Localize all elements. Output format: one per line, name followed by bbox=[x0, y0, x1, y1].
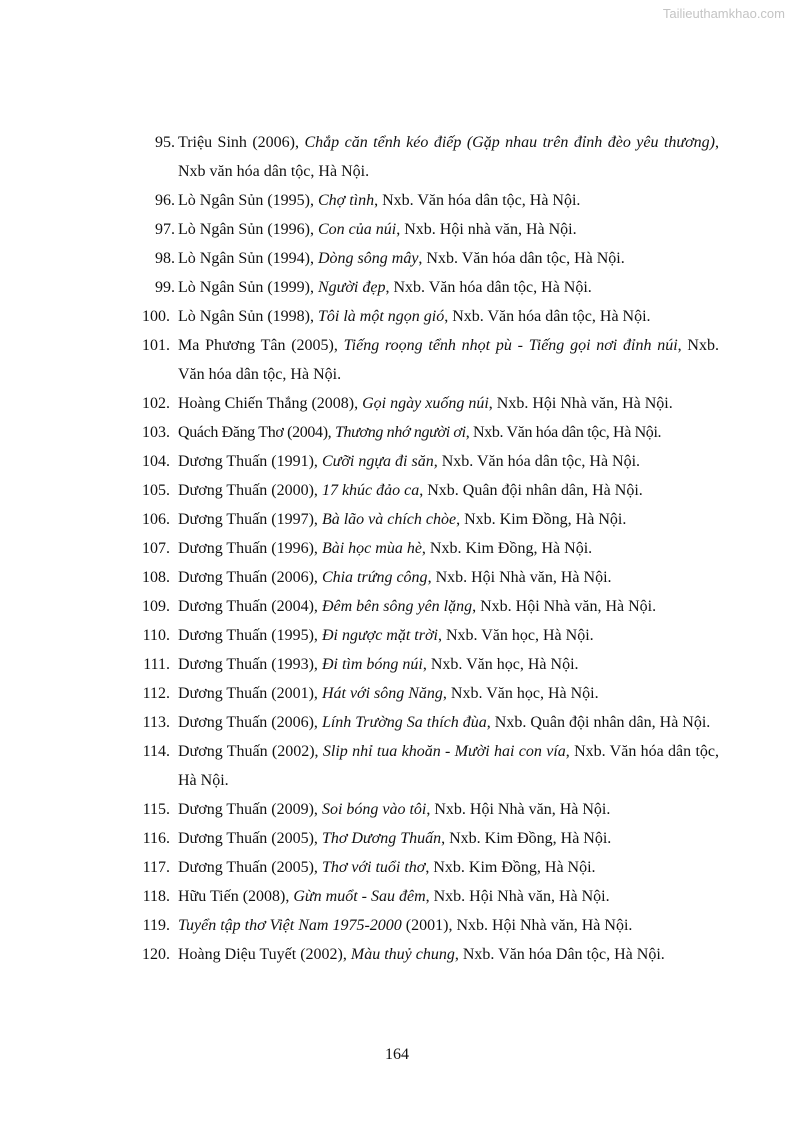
reference-number: 119. bbox=[142, 917, 170, 934]
reference-text: Dương Thuấn (1996), Bài học mùa hè, Nxb. Kim Đồng, Hà Nội. bbox=[178, 540, 593, 557]
reference-number: 100. bbox=[142, 308, 170, 325]
reference-number: 120. bbox=[142, 946, 170, 963]
reference-item bbox=[0, 940, 794, 969]
reference-number: 99. bbox=[155, 279, 175, 296]
reference-number: 111. bbox=[143, 656, 170, 673]
reference-number: 118. bbox=[142, 888, 170, 905]
reference-item bbox=[0, 708, 794, 737]
reference-item bbox=[0, 418, 794, 447]
reference-item bbox=[0, 621, 794, 650]
reference-number: 105. bbox=[142, 482, 170, 499]
reference-number: 96. bbox=[155, 192, 175, 209]
reference-text: Lò Ngân Sủn (1996), Con của núi, Nxb. Hội nhà văn, Hà Nội. bbox=[178, 221, 577, 238]
reference-number: 113. bbox=[142, 714, 170, 731]
reference-item bbox=[0, 534, 794, 563]
reference-text: Ma Phương Tân (2005), Tiếng roọng tểnh nhọt pù - Tiếng gọi nơi đỉnh núi, Nxb. Văn hóa dân tộc, Hà Nội. bbox=[178, 337, 719, 383]
reference-text: Lò Ngân Sủn (1995), Chợ tình, Nxb. Văn hóa dân tộc, Hà Nội. bbox=[178, 192, 581, 209]
reference-item bbox=[0, 795, 794, 824]
reference-text: Triệu Sinh (2006), Chắp căn tểnh kéo điếp (Gặp nhau trên đỉnh đèo yêu thương), Nxb văn hóa dân tộc, Hà Nội. bbox=[178, 134, 720, 180]
reference-number: 115. bbox=[142, 801, 170, 818]
reference-number: 106. bbox=[142, 511, 170, 528]
reference-item bbox=[0, 882, 794, 911]
reference-item bbox=[0, 505, 794, 534]
reference-number: 103. bbox=[142, 424, 170, 441]
reference-item bbox=[0, 911, 794, 940]
reference-number: 104. bbox=[142, 453, 170, 470]
reference-text: Dương Thuấn (2001), Hát với sông Năng, Nxb. Văn học, Hà Nội. bbox=[178, 685, 599, 702]
reference-item bbox=[0, 273, 794, 302]
reference-text: Dương Thuấn (2005), Thơ Dương Thuấn, Nxb. Kim Đồng, Hà Nội. bbox=[178, 830, 612, 847]
reference-list bbox=[0, 128, 794, 969]
reference-number: 117. bbox=[142, 859, 170, 876]
reference-item bbox=[0, 215, 794, 244]
reference-number: 108. bbox=[142, 569, 170, 586]
reference-item bbox=[0, 302, 794, 331]
reference-number: 114. bbox=[142, 743, 170, 760]
watermark: Tailieuthamkhao.com bbox=[662, 6, 785, 21]
reference-text: Lò Ngân Sủn (1999), Người đẹp, Nxb. Văn hóa dân tộc, Hà Nội. bbox=[178, 279, 592, 296]
reference-item bbox=[0, 128, 794, 186]
reference-item bbox=[0, 389, 794, 418]
reference-number: 98. bbox=[155, 250, 175, 267]
reference-number: 110. bbox=[142, 627, 170, 644]
reference-item bbox=[0, 824, 794, 853]
reference-text: Dương Thuấn (2002), Slip nhỉ tua khoăn - Mười hai con vía, Nxb. Văn hóa dân tộc, Hà Nội. bbox=[178, 743, 720, 789]
reference-text: Dương Thuấn (2006), Lính Trường Sa thích đùa, Nxb. Quân đội nhân dân, Hà Nội. bbox=[178, 714, 711, 731]
reference-text: Dương Thuấn (2006), Chia trứng công, Nxb. Hội Nhà văn, Hà Nội. bbox=[178, 569, 612, 586]
reference-item bbox=[0, 563, 794, 592]
reference-text: Dương Thuấn (1995), Đi ngược mặt trời, Nxb. Văn học, Hà Nội. bbox=[178, 627, 594, 644]
reference-item bbox=[0, 737, 794, 795]
reference-text: Dương Thuấn (1991), Cưỡi ngựa đi săn, Nxb. Văn hóa dân tộc, Hà Nội. bbox=[178, 453, 641, 470]
reference-text: Dương Thuấn (2005), Thơ với tuổi thơ, Nxb. Kim Đồng, Hà Nội. bbox=[178, 859, 596, 876]
reference-number: 116. bbox=[142, 830, 170, 847]
reference-number: 107. bbox=[142, 540, 170, 557]
reference-item bbox=[0, 331, 794, 389]
reference-text: Lò Ngân Sủn (1998), Tôi là một ngọn gió, Nxb. Văn hóa dân tộc, Hà Nội. bbox=[178, 308, 651, 325]
reference-item bbox=[0, 244, 794, 273]
reference-text: Hoàng Chiến Thắng (2008), Gọi ngày xuống núi, Nxb. Hội Nhà văn, Hà Nội. bbox=[178, 395, 673, 412]
reference-text: Dương Thuấn (1997), Bà lão và chích chòe, Nxb. Kim Đồng, Hà Nội. bbox=[178, 511, 627, 528]
reference-text: Lò Ngân Sủn (1994), Dòng sông mây, Nxb. Văn hóa dân tộc, Hà Nội. bbox=[178, 250, 625, 267]
reference-item bbox=[0, 186, 794, 215]
reference-number: 97. bbox=[155, 221, 175, 238]
reference-item bbox=[0, 447, 794, 476]
reference-text: Dương Thuấn (2000), 17 khúc đảo ca, Nxb. Quân đội nhân dân, Hà Nội. bbox=[178, 482, 643, 499]
reference-item bbox=[0, 853, 794, 882]
reference-text: Hoàng Diệu Tuyết (2002), Màu thuỷ chung, Nxb. Văn hóa Dân tộc, Hà Nội. bbox=[178, 946, 665, 963]
reference-text: Dương Thuấn (1993), Đi tìm bóng núi, Nxb. Văn học, Hà Nội. bbox=[178, 656, 579, 673]
reference-text: Dương Thuấn (2004), Đêm bên sông yên lặng, Nxb. Hội Nhà văn, Hà Nội. bbox=[178, 598, 657, 615]
reference-item bbox=[0, 679, 794, 708]
reference-item bbox=[0, 592, 794, 621]
reference-text: Dương Thuấn (2009), Soi bóng vào tôi, Nxb. Hội Nhà văn, Hà Nội. bbox=[178, 801, 611, 818]
reference-text: Tuyển tập thơ Việt Nam 1975-2000 (2001), Nxb. Hội Nhà văn, Hà Nội. bbox=[178, 917, 633, 934]
page-number: 164 bbox=[385, 1046, 409, 1063]
reference-number: 112. bbox=[142, 685, 170, 702]
reference-number: 101. bbox=[142, 337, 170, 354]
reference-number: 102. bbox=[142, 395, 170, 412]
reference-number: 109. bbox=[142, 598, 170, 615]
reference-number: 95. bbox=[155, 134, 175, 151]
reference-item bbox=[0, 476, 794, 505]
reference-text: Hữu Tiến (2008), Gừn muổt - Sau đêm, Nxb. Hội Nhà văn, Hà Nội. bbox=[178, 888, 610, 905]
reference-item bbox=[0, 650, 794, 679]
reference-text: Quách Đăng Thơ (2004), Thương nhớ người ơi, Nxb. Văn hóa dân tộc, Hà Nội. bbox=[178, 424, 662, 441]
